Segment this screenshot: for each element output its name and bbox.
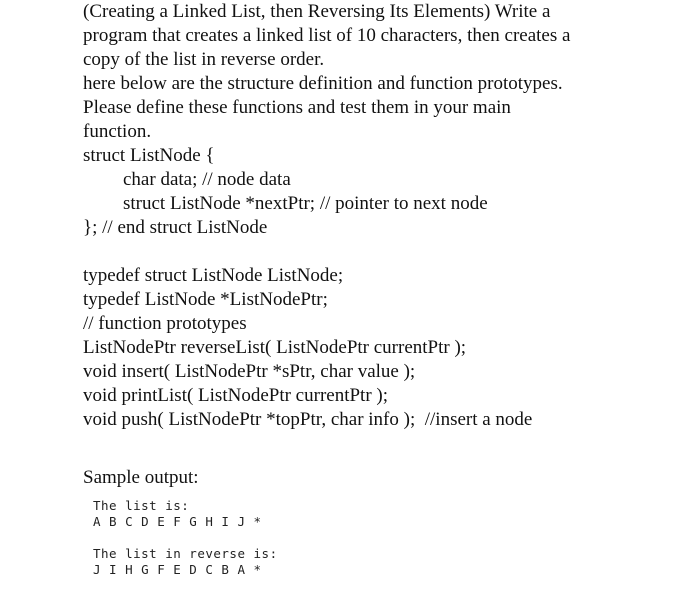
struct-member-next: struct ListNode *nextPtr; // pointer to next node [123,193,488,214]
problem-statement [83,0,683,144]
prototype-line: void printList( ListNodePtr currentPtr ); [83,385,389,406]
problem-line: program that creates a linked list of 10 characters, then creates a [83,25,571,46]
list-label: The list is: [93,498,190,513]
struct-definition [83,144,683,240]
typedef-line: typedef struct ListNode ListNode; [83,265,344,286]
list-values: A B C D E F G H I J * [93,514,262,529]
prototype-line: ListNodePtr reverseList( ListNodePtr currentPtr ); [83,337,467,358]
struct-close-line: }; // end struct ListNode [83,217,268,238]
typedef-block [83,264,683,312]
struct-member-data: char data; // node data [123,169,291,190]
problem-line: function. [83,121,152,142]
problem-line: (Creating a Linked List, then Reversing Its Elements) Write a [83,1,551,22]
prototype-line: void push( ListNodePtr *topPtr, char info ); //insert a node [83,409,533,430]
blank-line [83,240,683,264]
struct-open-line: struct ListNode { [83,145,215,166]
reverse-list-values: J I H G F E D C B A * [93,562,262,577]
blank-line [83,432,683,456]
sample-output-heading: Sample output: [83,467,199,488]
sample-output-console [93,498,683,578]
problem-line: here below are the structure definition and function prototypes. [83,73,563,94]
prototype-line: void insert( ListNodePtr *sPtr, char value ); [83,361,416,382]
console-blank-line [93,530,683,546]
problem-line: Please define these functions and test them in your main [83,97,511,118]
prototype-comment: // function prototypes [83,313,247,334]
problem-line: copy of the list in reverse order. [83,49,325,70]
typedef-line: typedef ListNode *ListNodePtr; [83,289,328,310]
reverse-list-label: The list in reverse is: [93,546,278,561]
document-body [83,0,683,578]
prototype-block [83,312,683,432]
